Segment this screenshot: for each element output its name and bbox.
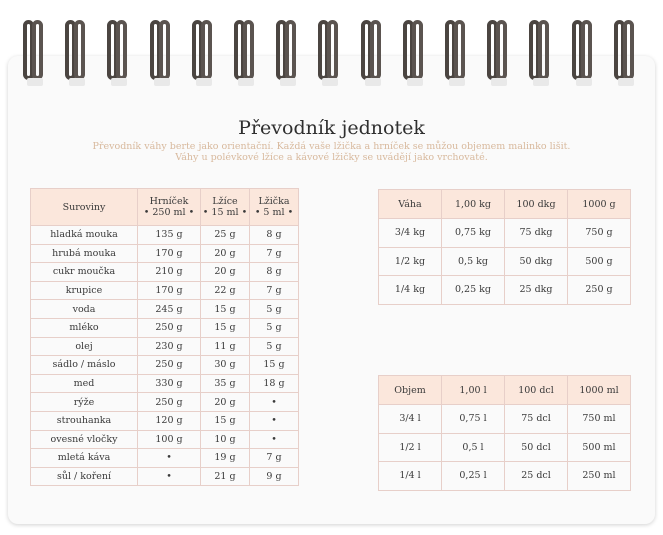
spiral-binding: [0, 0, 663, 95]
page-subtitle: [0, 141, 663, 163]
spiral-ring-icon: [107, 20, 133, 88]
column-header: [505, 190, 568, 219]
table-cell: •: [250, 411, 299, 430]
spiral-ring-icon: [65, 20, 91, 88]
spiral-ring-icon: [445, 20, 471, 88]
table-row: [31, 281, 299, 300]
table-row: [31, 263, 299, 282]
table-cell: 75 dcl: [505, 405, 568, 434]
table-cell: olej: [31, 337, 138, 356]
table-cell: 18 g: [250, 374, 299, 393]
table-cell: 11 g: [201, 337, 250, 356]
column-header: [379, 376, 442, 405]
table-cell: 3/4 l: [379, 405, 442, 434]
table-cell: 7 g: [250, 281, 299, 300]
table-cell: 8 g: [250, 263, 299, 282]
table-cell: 25 dkg: [505, 276, 568, 305]
spiral-ring-icon: [276, 20, 302, 88]
table-cell: krupice: [31, 281, 138, 300]
table-cell: 20 g: [201, 393, 250, 412]
volume-header-row: [379, 376, 631, 405]
table-cell: 1/2 l: [379, 433, 442, 462]
table-cell: •: [138, 449, 201, 468]
spiral-ring-icon: [403, 20, 429, 88]
column-header-line: Váha: [398, 198, 422, 210]
column-header: [138, 189, 201, 226]
table-cell: 750 g: [568, 219, 631, 248]
column-header-line: 100 dkg: [516, 198, 556, 210]
table-cell: 15 g: [201, 318, 250, 337]
table-cell: hladká mouka: [31, 226, 138, 245]
table-cell: 230 g: [138, 337, 201, 356]
table-cell: 7 g: [250, 244, 299, 263]
table-cell: 35 g: [201, 374, 250, 393]
table-row: [31, 374, 299, 393]
table-cell: 245 g: [138, 300, 201, 319]
spiral-ring-icon: [487, 20, 513, 88]
table-cell: 170 g: [138, 281, 201, 300]
table-cell: 75 dkg: [505, 219, 568, 248]
spiral-ring-icon: [572, 20, 598, 88]
spiral-ring-icon: [529, 20, 555, 88]
table-cell: 0,75 l: [442, 405, 505, 434]
table-cell: 15 g: [201, 411, 250, 430]
table-cell: 30 g: [201, 356, 250, 375]
table-row: [31, 244, 299, 263]
volume-table: [378, 375, 631, 491]
table-cell: 50 dcl: [505, 433, 568, 462]
table-cell: 8 g: [250, 226, 299, 245]
table-row: [379, 405, 631, 434]
column-header-line: 1000 g: [582, 198, 616, 210]
column-header-line: 1000 ml: [579, 384, 619, 396]
table-cell: 5 g: [250, 318, 299, 337]
ingredients-table: [30, 188, 299, 486]
table-row: [31, 467, 299, 486]
spiral-ring-icon: [614, 20, 640, 88]
column-header: [442, 376, 505, 405]
spiral-ring-icon: [234, 20, 260, 88]
table-cell: 1/4 l: [379, 462, 442, 491]
spiral-ring-icon: [361, 20, 387, 88]
table-cell: 1/4 kg: [379, 276, 442, 305]
table-cell: mléko: [31, 318, 138, 337]
table-cell: •: [138, 467, 201, 486]
table-row: [31, 318, 299, 337]
table-row: [379, 462, 631, 491]
table-cell: 0,25 kg: [442, 276, 505, 305]
column-header: [442, 190, 505, 219]
table-cell: ovesné vločky: [31, 430, 138, 449]
table-cell: mletá káva: [31, 449, 138, 468]
table-cell: 7 g: [250, 449, 299, 468]
table-cell: 250 g: [138, 318, 201, 337]
column-header-line: • 250 ml •: [143, 207, 195, 218]
table-cell: 20 g: [201, 263, 250, 282]
column-header-line: 1,00 l: [459, 384, 487, 396]
table-cell: 0,75 kg: [442, 219, 505, 248]
table-row: [379, 247, 631, 276]
ingredients-header-row: [31, 189, 299, 226]
page-title: Převodník jednotek: [238, 117, 425, 139]
table-row: [31, 356, 299, 375]
table-cell: 22 g: [201, 281, 250, 300]
table-cell: •: [250, 393, 299, 412]
spiral-ring-icon: [192, 20, 218, 88]
column-header-line: 100 dcl: [518, 384, 554, 396]
table-row: [31, 411, 299, 430]
table-cell: 15 g: [250, 356, 299, 375]
table-cell: 500 g: [568, 247, 631, 276]
table-cell: 5 g: [250, 300, 299, 319]
table-row: [379, 276, 631, 305]
weight-table: [378, 189, 631, 305]
table-cell: 0,5 kg: [442, 247, 505, 276]
table-cell: •: [250, 430, 299, 449]
column-header: [505, 376, 568, 405]
table-row: [31, 449, 299, 468]
table-cell: 21 g: [201, 467, 250, 486]
table-cell: 25 g: [201, 226, 250, 245]
table-cell: 250 ml: [568, 462, 631, 491]
column-header-line: Suroviny: [62, 201, 106, 213]
table-row: [31, 226, 299, 245]
spiral-ring-icon: [150, 20, 176, 88]
table-cell: 500 ml: [568, 433, 631, 462]
subtitle-line: Převodník váhy berte jako orientační. Každá vaše lžička a hrníček se můžou objemem malinko lišit.: [92, 141, 571, 152]
table-cell: 0,5 l: [442, 433, 505, 462]
table-cell: 120 g: [138, 411, 201, 430]
table-cell: 750 ml: [568, 405, 631, 434]
table-cell: 0,25 l: [442, 462, 505, 491]
column-header: [568, 190, 631, 219]
table-row: [31, 337, 299, 356]
table-row: [31, 430, 299, 449]
table-cell: 250 g: [138, 393, 201, 412]
table-cell: 250 g: [138, 356, 201, 375]
spiral-ring-icon: [318, 20, 344, 88]
column-header: [379, 190, 442, 219]
column-header-line: • 15 ml •: [202, 207, 248, 218]
column-header-line: Objem: [394, 384, 426, 396]
table-cell: 9 g: [250, 467, 299, 486]
table-cell: sůl / koření: [31, 467, 138, 486]
table-cell: 3/4 kg: [379, 219, 442, 248]
table-cell: 20 g: [201, 244, 250, 263]
weight-header-row: [379, 190, 631, 219]
table-cell: 25 dcl: [505, 462, 568, 491]
table-cell: hrubá mouka: [31, 244, 138, 263]
table-cell: voda: [31, 300, 138, 319]
table-row: [379, 433, 631, 462]
table-cell: sádlo / máslo: [31, 356, 138, 375]
table-cell: 135 g: [138, 226, 201, 245]
table-cell: 5 g: [250, 337, 299, 356]
column-header: [250, 189, 299, 226]
table-cell: 10 g: [201, 430, 250, 449]
column-header: [568, 376, 631, 405]
table-cell: 100 g: [138, 430, 201, 449]
table-cell: 250 g: [568, 276, 631, 305]
column-header: [201, 189, 250, 226]
column-header-line: Hrníček: [149, 196, 189, 207]
table-row: [31, 300, 299, 319]
spiral-ring-icon: [23, 20, 49, 88]
table-cell: 19 g: [201, 449, 250, 468]
table-cell: rýže: [31, 393, 138, 412]
column-header-line: 1,00 kg: [454, 198, 491, 210]
table-cell: 1/2 kg: [379, 247, 442, 276]
table-cell: 170 g: [138, 244, 201, 263]
table-cell: strouhanka: [31, 411, 138, 430]
table-cell: cukr moučka: [31, 263, 138, 282]
column-header-line: • 5 ml •: [254, 207, 294, 218]
subtitle-line: Váhy u polévkové lžíce a kávové lžičky se uvádějí jako vrchovaté.: [175, 152, 488, 163]
table-cell: 15 g: [201, 300, 250, 319]
table-row: [31, 393, 299, 412]
table-cell: 330 g: [138, 374, 201, 393]
column-header-line: Lžíce: [212, 196, 238, 207]
table-cell: med: [31, 374, 138, 393]
column-header-line: Lžička: [258, 196, 290, 207]
table-cell: 210 g: [138, 263, 201, 282]
table-cell: 50 dkg: [505, 247, 568, 276]
column-header: [31, 189, 138, 226]
table-row: [379, 219, 631, 248]
